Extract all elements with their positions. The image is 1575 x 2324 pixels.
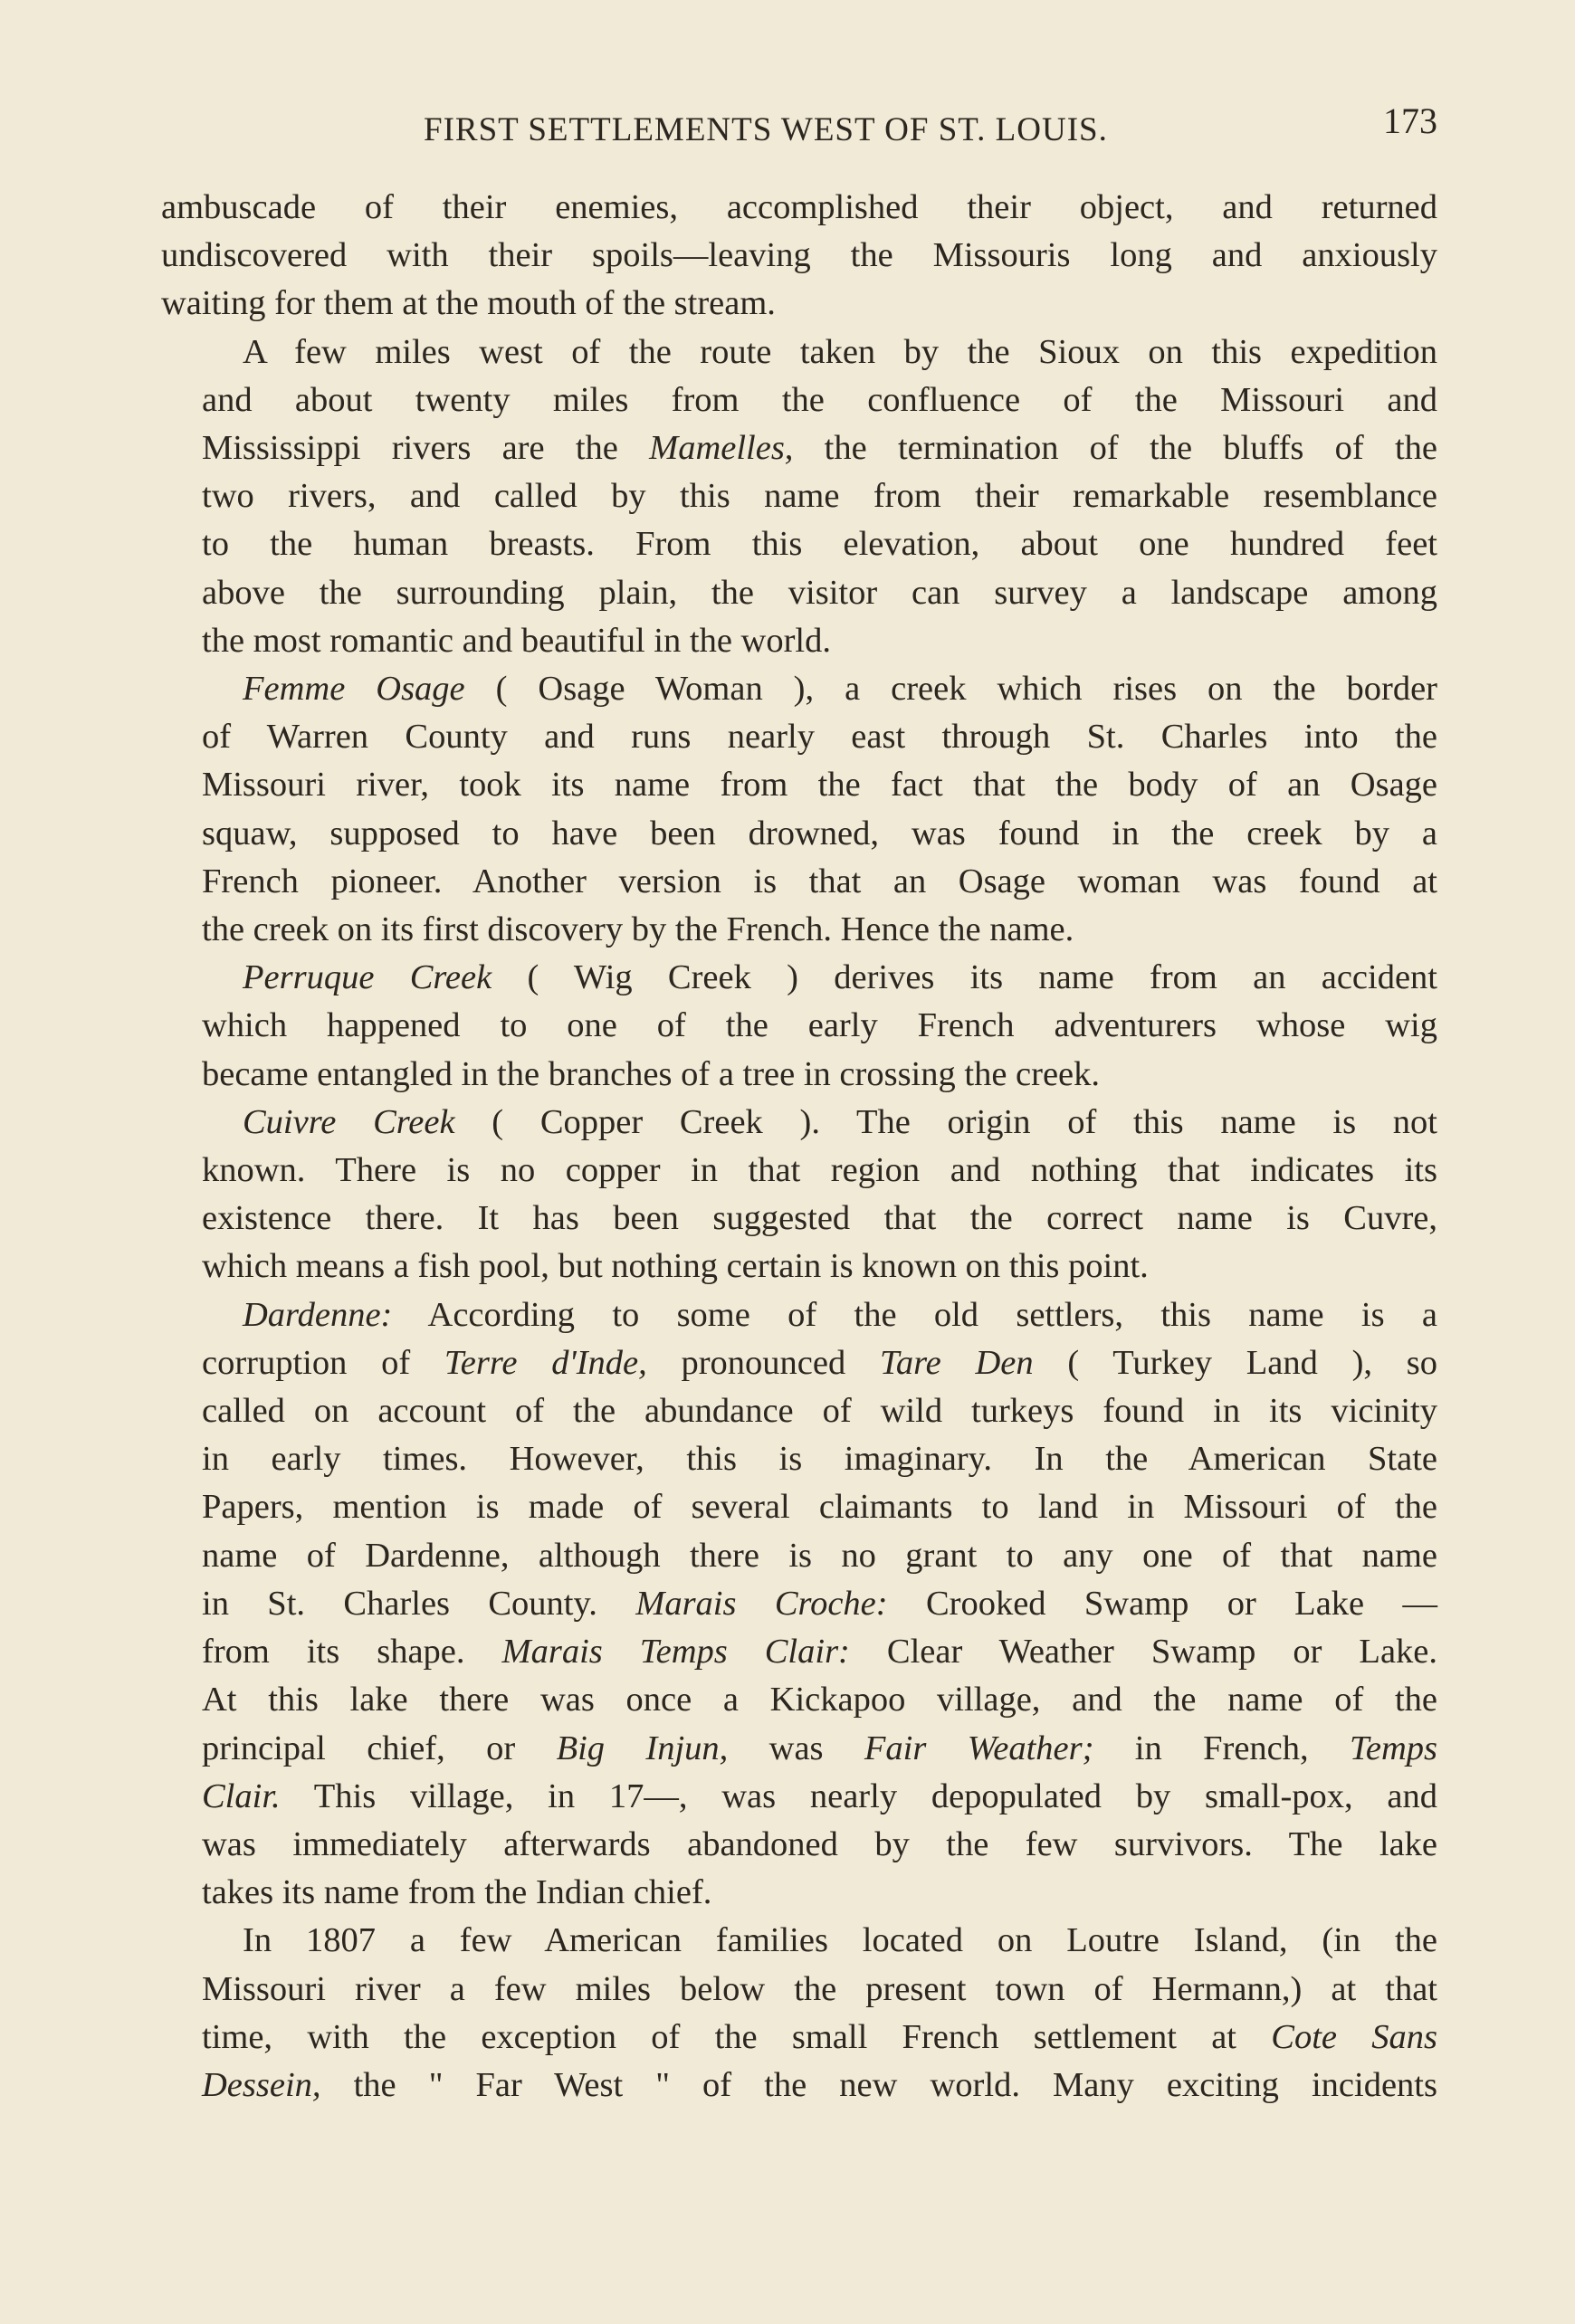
text-run: was (728, 1729, 864, 1767)
text-run: to the human breasts. From this elevation, about one hundred feet (202, 525, 1437, 564)
text-line (161, 376, 1437, 424)
text-line (161, 472, 1437, 520)
text-line (161, 1821, 1437, 1869)
text-run: French pioneer. Another version is that an Osage woman was found at (202, 862, 1437, 900)
text-run: called on account of the abundance of wild turkeys found in its vicinity (202, 1392, 1437, 1431)
text-run: corruption of (202, 1343, 444, 1382)
page-number: 173 (1383, 100, 1437, 141)
text-run: squaw, supposed to have been drowned, was found in the creek by a (202, 814, 1437, 852)
italic-term: Marais Croche: (635, 1584, 888, 1623)
text-line (161, 1099, 1437, 1147)
text-run: existence there. It has been suggested that the correct name is Cuvre, (202, 1199, 1437, 1238)
italic-term: Terre d'Inde, (444, 1343, 647, 1382)
text-line (161, 1291, 1437, 1339)
text-line (161, 1002, 1437, 1050)
text-run: the termination of the bluffs of the (793, 429, 1437, 468)
text-line (161, 1243, 1437, 1291)
text-run: the most romantic and beautiful in the world. (202, 621, 831, 660)
text-run: In 1807 a few American families located on Loutre Island, (in the (243, 1921, 1437, 1960)
text-line (161, 424, 1437, 472)
text-line (161, 1966, 1437, 2014)
text-line (161, 665, 1437, 713)
paragraph (161, 1917, 1437, 2110)
italic-term: Fair Weather; (864, 1729, 1094, 1767)
text-line (161, 520, 1437, 568)
text-run: ( Wig Creek ) derives its name from an accident (492, 958, 1437, 997)
text-line (161, 1483, 1437, 1531)
text-line (161, 906, 1437, 954)
text-line (161, 1917, 1437, 1965)
text-run: from its shape. (202, 1633, 502, 1672)
text-run: According to some of the old settlers, this name is a (392, 1295, 1437, 1334)
text-line (161, 232, 1437, 280)
text-run: At this lake there was once a Kickapoo village, and the name of the (202, 1681, 1437, 1719)
text-run: ( Osage Woman ), a creek which rises on the border (464, 670, 1437, 709)
paragraph (161, 1291, 1437, 1918)
body-text (161, 184, 1437, 2110)
running-head (161, 100, 1437, 154)
text-run: in French, (1093, 1729, 1350, 1767)
italic-term: Clair. (202, 1776, 281, 1815)
text-run: Crooked Swamp or Lake — (887, 1584, 1437, 1623)
text-run: known. There is no copper in that region and nothing that indicates its (202, 1151, 1437, 1190)
text-line (161, 954, 1437, 1002)
italic-term: Cuivre Creek (243, 1102, 455, 1141)
text-line (161, 1628, 1437, 1676)
text-line (161, 2014, 1437, 2062)
text-run: Papers, mention is made of several claimants to land in Missouri of the (202, 1488, 1437, 1527)
text-run: waiting for them at the mouth of the stream. (161, 284, 776, 323)
italic-term: Cote Sans (1271, 2017, 1437, 2056)
text-line (161, 1339, 1437, 1387)
text-run: ( Turkey Land ), so (1033, 1343, 1438, 1382)
italic-term: Mamelles, (649, 429, 794, 468)
text-run: Clear Weather Swamp or Lake. (849, 1633, 1438, 1672)
text-run: This village, in 17—, was nearly depopulated by small-pox, and (280, 1776, 1437, 1815)
text-line (161, 1387, 1437, 1435)
italic-term: Dessein, (202, 2065, 321, 2104)
text-line (161, 329, 1437, 376)
italic-term: Temps (1350, 1729, 1438, 1767)
text-run: pronounced (646, 1343, 880, 1382)
text-run: which means a fish pool, but nothing certain is known on this point. (202, 1247, 1149, 1286)
text-run: above the surrounding plain, the visitor can survey a landscape among (202, 573, 1437, 612)
text-line (161, 1725, 1437, 1773)
text-line (161, 1532, 1437, 1580)
text-run: and about twenty miles from the confluence of the Missouri and (202, 380, 1437, 419)
text-run: was immediately afterwards abandoned by the few survivors. The lake (202, 1824, 1437, 1863)
text-run: Missouri river, took its name from the fact that the body of an Osage (202, 766, 1437, 805)
running-head-title: FIRST SETTLEMENTS WEST OF ST. LOUIS. (424, 111, 1108, 148)
paragraph (161, 954, 1437, 1099)
text-run: A few miles west of the route taken by the Sioux on this expedition (243, 332, 1437, 371)
italic-term: Dardenne: (243, 1295, 393, 1334)
text-run: principal chief, or (202, 1729, 557, 1767)
paragraph (161, 184, 1437, 329)
text-run: ambuscade of their enemies, accomplished their object, and returned (161, 188, 1437, 226)
text-line (161, 761, 1437, 809)
text-run: the " Far West " of the new world. Many exciting incidents (320, 2065, 1437, 2104)
paragraph (161, 1099, 1437, 1291)
text-line (161, 280, 1437, 328)
italic-term: Marais Temps Clair: (501, 1633, 850, 1672)
paragraph (161, 329, 1437, 665)
text-run: takes its name from the Indian chief. (202, 1873, 712, 1912)
text-run: of Warren County and runs nearly east through St. Charles into the (202, 718, 1437, 757)
text-run: in St. Charles County. (202, 1584, 636, 1623)
text-run: the creek on its first discovery by the French. Hence the name. (202, 910, 1074, 949)
text-run: time, with the exception of the small French settlement at (202, 2017, 1272, 2056)
text-run: two rivers, and called by this name from their remarkable resemblance (202, 477, 1437, 516)
text-run: in early times. However, this is imaginary. In the American State (202, 1440, 1437, 1479)
text-line (161, 2062, 1437, 2110)
text-run: became entangled in the branches of a tree in crossing the creek. (202, 1054, 1100, 1093)
italic-term: Perruque Creek (243, 958, 492, 997)
text-run: which happened to one of the early French adventurers whose wig (202, 1006, 1437, 1045)
text-line (161, 1676, 1437, 1724)
text-line (161, 1773, 1437, 1821)
text-line (161, 617, 1437, 665)
text-line (161, 184, 1437, 232)
text-run: Mississippi rivers are the (202, 429, 650, 468)
text-run: ( Copper Creek ). The origin of this name is not (454, 1102, 1437, 1141)
text-line (161, 1869, 1437, 1917)
italic-term: Femme Osage (243, 670, 465, 709)
text-run: Missouri river a few miles below the present town of Hermann,) at that (202, 1969, 1437, 2008)
text-line (161, 858, 1437, 906)
text-line (161, 1147, 1437, 1195)
text-run: undiscovered with their spoils—leaving the Missouris long and anxiously (161, 236, 1437, 275)
text-line (161, 713, 1437, 761)
text-line (161, 569, 1437, 617)
text-line (161, 1580, 1437, 1628)
italic-term: Big Injun, (556, 1729, 729, 1767)
text-line (161, 1051, 1437, 1099)
italic-term: Tare Den (879, 1343, 1034, 1382)
paragraph (161, 665, 1437, 954)
text-line (161, 1195, 1437, 1243)
text-line (161, 1435, 1437, 1483)
text-run: name of Dardenne, although there is no grant to any one of that name (202, 1536, 1437, 1575)
text-line (161, 810, 1437, 858)
